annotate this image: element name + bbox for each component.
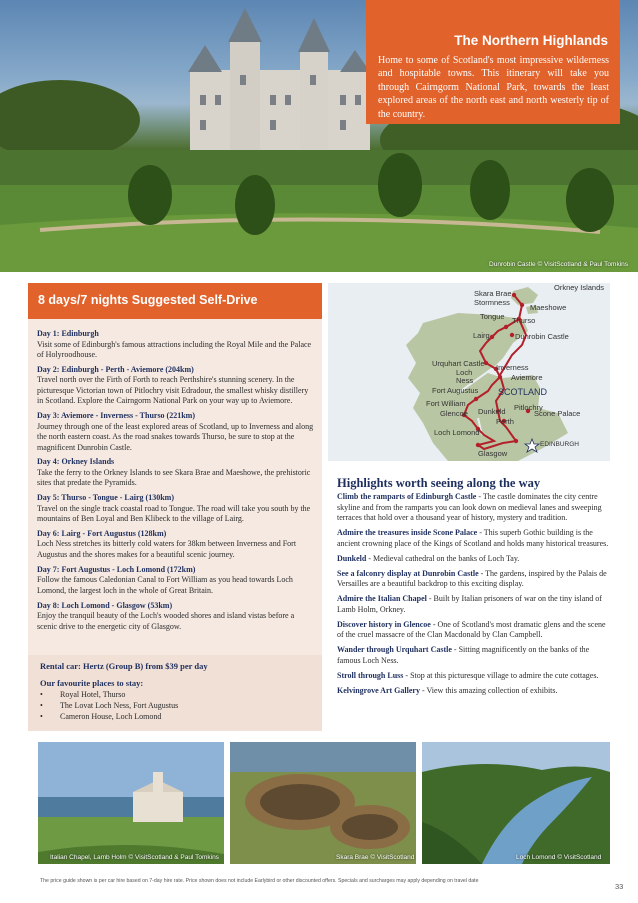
map-label-pitlochry: Pitlochry (514, 403, 543, 412)
route-map (328, 283, 610, 461)
highlight-text: - The castle dominates the city centre skyline and from the ramparts you can look down on medieval lanes and sweeping terraces that hold over a thousand year of history, mystery and tradition. (337, 492, 602, 522)
list-item (40, 700, 178, 711)
list-item (337, 554, 612, 565)
map-label-perth: Perth (496, 417, 514, 426)
map-label-lairg: Lairg (473, 331, 490, 340)
itinerary-panel (28, 283, 322, 731)
map-label-glencoe: Glencoe (440, 409, 468, 418)
list-item (40, 711, 178, 722)
map-label-stormness: Stormness (474, 298, 510, 307)
highlight-title: Admire the Italian Chapel (337, 594, 427, 603)
list-item (337, 671, 612, 682)
itinerary-days (37, 329, 315, 636)
highlight-title: Stroll through Luss (337, 670, 404, 680)
highlight-text: - The gardens, inspired by the Palais de Versailles are a beautiful backdrop to this exciting display. (337, 568, 607, 588)
map-label-maeshowe: Maeshowe (530, 303, 567, 312)
bullet: • (40, 701, 43, 710)
itinerary-day (37, 365, 315, 407)
hotels-list (40, 689, 178, 722)
highlight-text: - View this amazing collection of exhibits. (419, 685, 558, 695)
highlight-text: - One of Scotland's most dramatic glens and the scene of the cruel massacre of the Clan Macdonald by Clan Campbell. (337, 619, 606, 639)
highlight-title: Discover history in Glencoe (337, 619, 431, 629)
highlight-title: Admire the treasures inside Scone Palace (337, 528, 478, 537)
rental-box (28, 655, 322, 731)
price-disclaimer: The price guide shown is per car hire based on 7-day hire rate. Price shown does not include Earlybird or other discounted offers. Specials and surcharges may apply depending on travel date (40, 878, 479, 884)
map-label-scotland: SCOTLAND (498, 387, 548, 397)
highlight-title: Wander through Urquhart Castle (337, 645, 452, 654)
photo-caption: Italian Chapel, Lamb Holm © VisitScotland & Paul Tomkins (50, 854, 219, 861)
list-item (337, 594, 612, 615)
map-label-dunrobin: Dunrobin Castle (515, 332, 569, 341)
highlight-text: - Medieval cathedral on the banks of Loch Tay. (366, 553, 520, 563)
day-text: Take the ferry to the Orkney Islands to see Skara Brae and Maeshowe, the prehistoric sites that predate the Pyramids. (37, 467, 311, 488)
photo-italian-chapel (38, 742, 224, 864)
itinerary-day (37, 529, 315, 561)
list-item (337, 492, 612, 524)
highlight-text: - Stop at this picturesque village to admire the cute cottages. (403, 670, 599, 680)
day-text: Follow the famous Caledonian Canal to Fort William as you head towards Loch Lomond, the largest loch in the whole of Great Britain. (37, 575, 293, 595)
day-title: Day 5: Thurso - Tongue - Lairg (130km) (37, 493, 174, 503)
map-label-thurso: Thurso (512, 316, 536, 325)
highlight-title: See a falconry display at Dunrobin Castle (337, 568, 479, 578)
photo-loch-lomond (422, 742, 610, 864)
list-item (40, 689, 178, 700)
highlights-title: Highlights worth seeing along the way (337, 476, 541, 490)
hotel-name: The Lovat Loch Ness, Fort Augustus (60, 701, 179, 710)
map-label-scone: Scone Palace (534, 409, 581, 418)
map-label-loch-ness: Loch Ness (456, 368, 474, 385)
map-label-inverness: Inverness (496, 363, 529, 372)
highlight-title: Climb the ramparts of Edinburgh Castle (337, 492, 477, 501)
photo-caption: Skara Brae © VisitScotland (336, 854, 415, 861)
itinerary-day (37, 493, 315, 525)
bullet: • (40, 712, 43, 721)
region-description: Home to some of Scotland's most impressive wilderness and hospitable towns. This itinerary will take you through Cairngorm National Park, towards the least explored areas of the north east and north westerly tip of the country. (378, 55, 609, 120)
map-label-edinburgh: EDINBURGH (540, 441, 580, 448)
itinerary-day (37, 329, 315, 361)
day-text: Travel north over the Firth of Forth to reach Perthshire's stunning scenery. In the picturesque Victorian town of Pitlochry visit Edradour, the smallest whisky distillery in Scotland. Explore the Cairngorm National Park on your way up to Aviemore. (37, 375, 309, 406)
highlights-list (337, 492, 612, 701)
page-number: 33 (615, 882, 624, 891)
day-title: Day 7: Fort Augustus - Loch Lomond (172km) (37, 564, 196, 574)
list-item (337, 645, 612, 666)
bullet: • (40, 690, 43, 699)
map-label-skara-brae: Skara Brae (474, 289, 512, 298)
itinerary-day (37, 601, 315, 633)
day-text: Loch Ness stretches its bitterly cold waters for 38km between Inverness and Fort Augustus and the shores makes for a beautiful scenic journey. (37, 539, 297, 559)
day-title: Day 8: Loch Lomond - Glasgow (53km) (37, 600, 173, 610)
photo-skara-brae (230, 742, 416, 864)
itinerary-header (28, 283, 322, 319)
itinerary-title: 8 days/7 nights Suggested Self-Drive (38, 293, 258, 307)
day-text: Enjoy the tranquil beauty of the Loch's wooded shores and island vistas before a scenic drive to the energetic city of Glasgow. (37, 611, 295, 631)
itinerary-day (37, 565, 315, 597)
map-label-fort-augustus: Fort Augustus (432, 386, 479, 395)
hotel-name: Royal Hotel, Thurso (60, 690, 126, 699)
map-label-aviemore: Aviemore (511, 373, 543, 382)
hero-caption: Dunrobin Castle © VisitScotland & Paul Tomkins (489, 261, 628, 268)
map-label-glasgow: Glasgow (478, 449, 508, 458)
list-item (337, 569, 612, 590)
map-label-orkney: Orkney Islands (554, 283, 605, 292)
day-title: Day 1: Edinburgh (37, 329, 99, 338)
highlight-text: - Sitting magnificently on the banks of the famous Loch Ness. (337, 645, 590, 665)
day-text: Visit some of Edinburgh's famous attractions including the Royal Mile and the Palace of Holyroodhouse. (37, 339, 312, 359)
day-title: Day 3: Aviemore - Inverness - Thurso (221km) (37, 411, 195, 421)
map-label-dunkeld: Dunkeld (478, 407, 506, 416)
highlight-title: Dunkeld (337, 553, 367, 563)
hotel-name: Cameron House, Loch Lomond (60, 712, 162, 721)
day-title: Day 4: Orkney Islands (37, 457, 115, 467)
itinerary-day (37, 457, 315, 489)
list-item (337, 686, 612, 697)
day-title: Day 6: Lairg - Fort Augustus (128km) (37, 528, 167, 538)
list-item (337, 528, 612, 549)
itinerary-day (37, 411, 315, 453)
day-text: Journey through one of the least explored areas of Scotland, up to Inverness and along the north eastern coast. As the road snakes towards Thurso, be sure to stop at the magnificent Dunrobin Castle. (37, 421, 314, 452)
list-item (337, 620, 612, 641)
region-title: The Northern Highlands (454, 33, 608, 48)
map-label-loch-lomond: Loch Lomond (434, 428, 480, 437)
map-label-tongue: Tongue (480, 312, 505, 321)
hotels-title: Our favourite places to stay: (40, 678, 144, 688)
day-title: Day 2: Edinburgh - Perth - Aviemore (204km) (37, 364, 194, 374)
photo-caption: Loch Lomond © VisitScotland (516, 854, 602, 861)
highlight-title: Kelvingrove Art Gallery (337, 685, 420, 695)
region-intro-box (366, 0, 620, 124)
map-label-fort-william: Fort William (426, 399, 466, 408)
map-label-urquhart: Urquhart Castle (432, 359, 485, 368)
highlight-text: - This superb Gothic building is the ancient crowning place of the Kings of Scotland and holds many historical treasures. (337, 528, 609, 548)
day-text: Travel on the single track coastal road to Tongue. The road will take you south by the mountains of Ben Loyal and Ben Klibeck to the village of Lairg. (37, 503, 311, 524)
highlight-text: - Built by Italian prisoners of war on the tiny island of Lamb Holm, Orkney. (337, 594, 602, 614)
rental-car-offer: Rental car: Hertz (Group B) from $39 per day (40, 661, 208, 671)
